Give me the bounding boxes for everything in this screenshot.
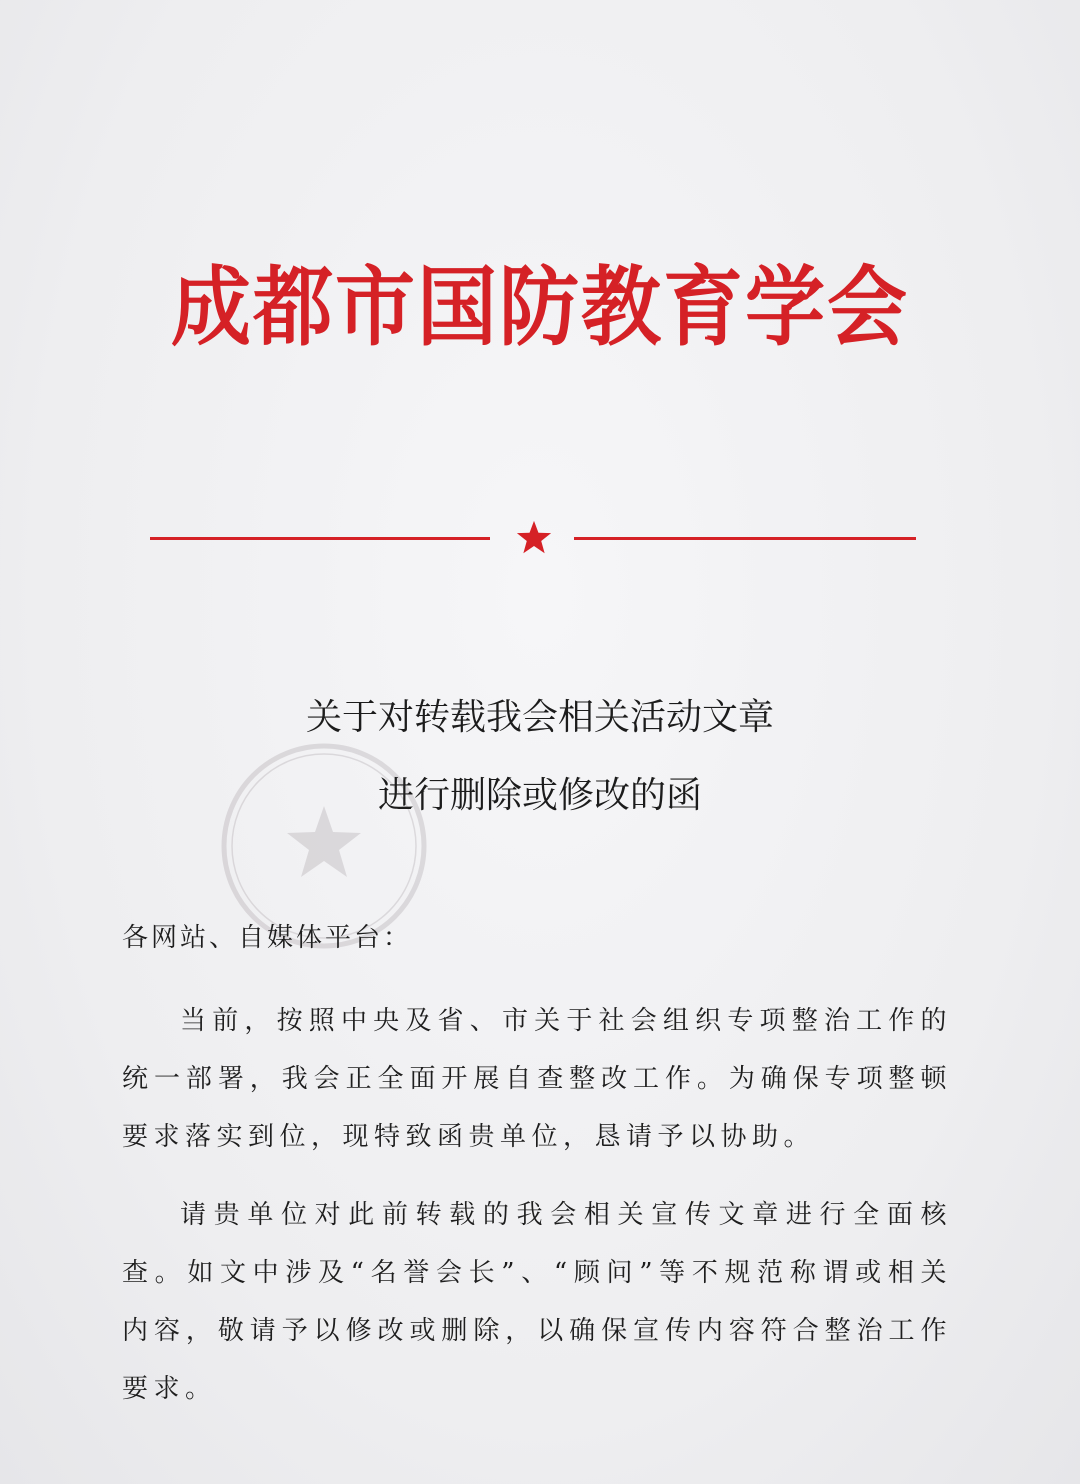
body-paragraph-2: 请贵单位对此前转载的我会相关宣传文章进行全面核查。如文中涉及“名誉会长”、“顾问”等不规范称谓或相关内容，敬请予以修改或删除，以确保宣传内容符合整治工作要求。: [122, 1200, 952, 1404]
letterhead-rule-right: [574, 537, 916, 540]
star-icon: [515, 519, 553, 557]
document-title-line-1: 关于对转载我会相关活动文章: [305, 697, 774, 738]
body-paragraph-1: 当前，按照中央及省、市关于社会组织专项整治工作的统一部署，我会正全面开展自查整改工作。为确保专项整顿要求落实到位，现特致函贵单位，恳请予以协助。: [122, 1006, 952, 1152]
letterhead-rule-left: [150, 537, 490, 540]
salutation: 各网站、自媒体平台：: [122, 923, 413, 953]
letterhead-title: 成都市国防教育学会: [171, 257, 909, 358]
document-title-line-2: 进行删除或修改的函: [377, 775, 702, 816]
